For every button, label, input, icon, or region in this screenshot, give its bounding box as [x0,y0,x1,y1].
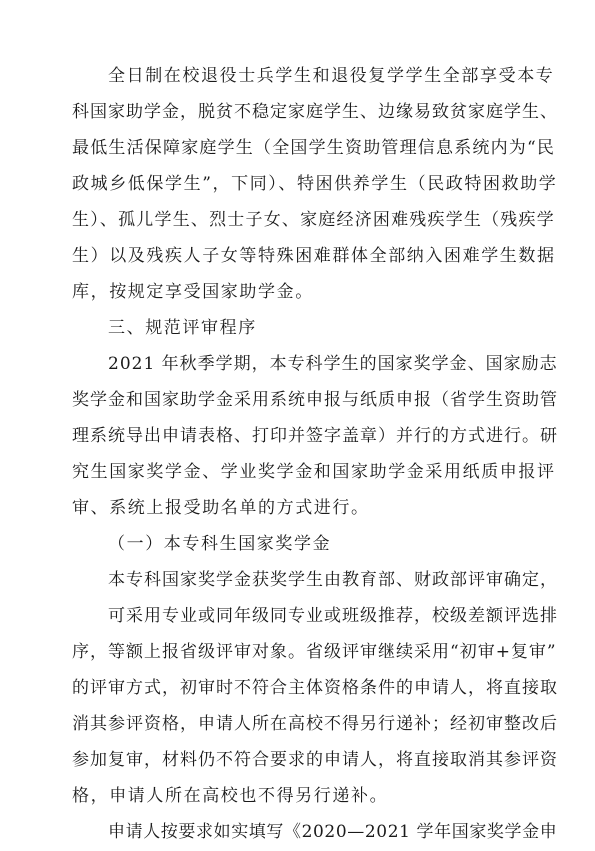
text-line: 序，等额上报省级评审对象。省级评审继续采用“初审+复审” [72,642,557,662]
text-line: 库，按规定享受国家助学金。 [72,282,314,302]
text-line: 全日制在校退役士兵学生和退役复学学生全部享受本专 [108,66,555,86]
text-line: 申请人按要求如实填写《2020—2021 学年国家奖学金申 [108,822,558,842]
text-line: 格，申请人所在高校也不得另行递补。 [72,786,389,806]
text-line: 本专科国家奖学金获奖学生由教育部、财政部评审确定， [108,570,558,590]
text-line: 2021 年秋季学期，本专科学生的国家奖学金、国家励志 [108,354,558,374]
text-line: 科国家助学金，脱贫不稳定家庭学生、边缘易致贫家庭学生、 [72,102,558,122]
text-line: 究生国家奖学金、学业奖学金和国家助学金采用纸质申报评 [72,462,556,482]
section-heading: 三、规范评审程序 [108,318,257,338]
text-line: 最低生活保障家庭学生（全国学生资助管理信息系统内为“民 [72,138,556,158]
text-line: 参加复审，材料仍不符合要求的申请人，将直接取消其参评资 [72,750,558,770]
text-line: 生）以及残疾人子女等特殊困难群体全部纳入困难学生数据 [72,246,556,266]
text-line: 政城乡低保学生”，下同）、特困供养学生（民政特困救助学 [72,174,558,194]
text-line: 可采用专业或同年级同专业或班级推荐，校级差额评选排 [108,606,558,626]
text-line: 消其参评资格，申请人所在高校不得另行递补；经初审整改后 [72,714,558,734]
text-line: 理系统导出申请表格、打印并签字盖章）并行的方式进行。研 [72,426,558,446]
subsection-heading: （一）本专科生国家奖学金 [108,534,332,554]
text-line: 奖学金和国家助学金采用系统申报与纸质申报（省学生资助管 [72,390,558,410]
text-line: 审、系统上报受助名单的方式进行。 [72,498,370,518]
text-line: 生）、孤儿学生、烈士子女、家庭经济困难残疾学生（残疾学 [72,210,555,230]
text-line: 的评审方式，初审时不符合主体资格条件的申请人，将直接取 [72,678,558,698]
